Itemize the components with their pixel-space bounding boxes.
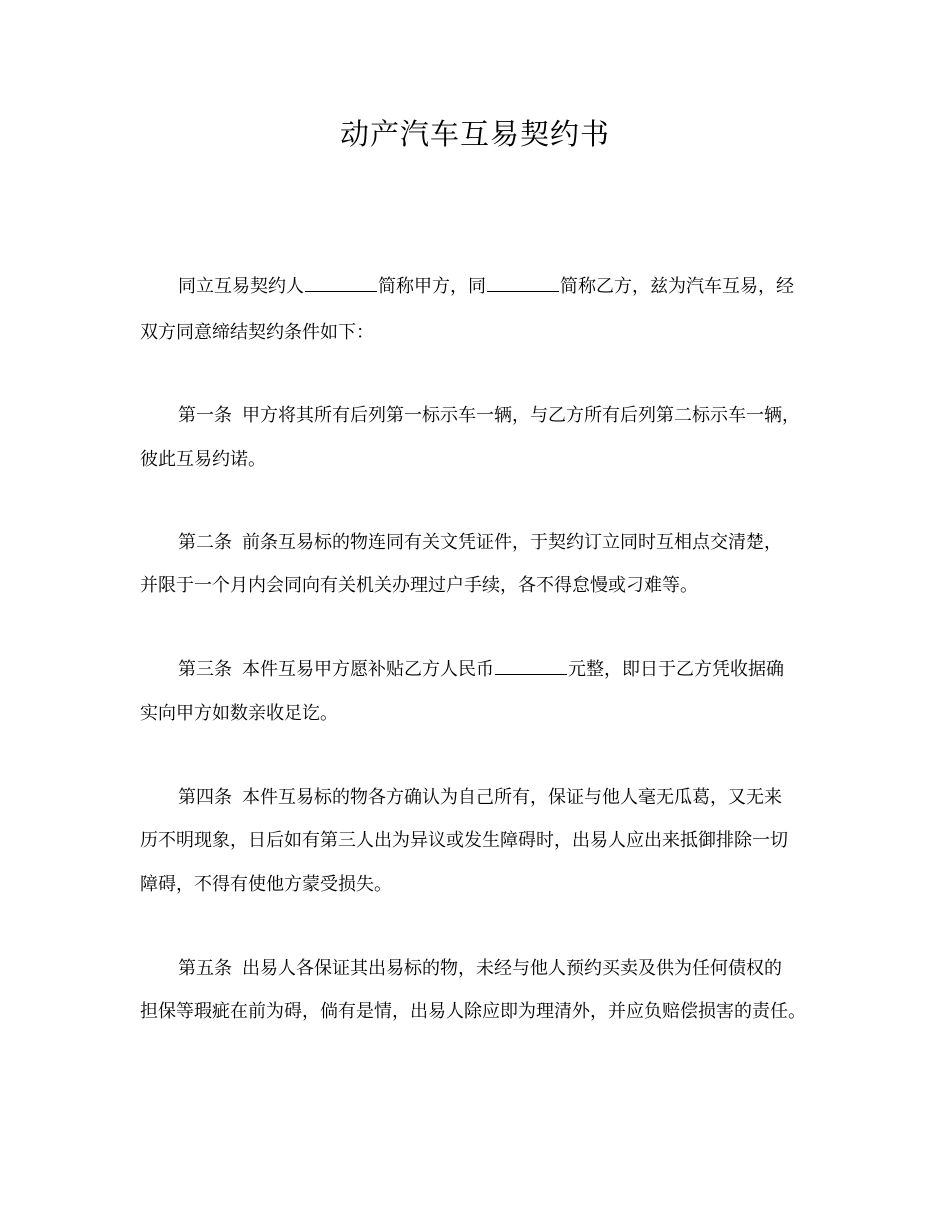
article-2-text-1: 前条互易标的物连同有关文凭证件，于契约订立同时互相点交清楚，	[242, 532, 782, 553]
preamble-line-1	[178, 273, 794, 301]
article-3-text-2: 元整，即日于乙方凭收据确	[568, 659, 784, 680]
preamble-line-2: 双方同意缔结契约条件如下：	[140, 322, 374, 343]
article-4-line-2: 历不明现象，日后如有第三人出为异议或发生障碍时，出易人应出来抵御排除一切	[140, 830, 788, 851]
article-2-line-2: 并限于一个月内会同向有关机关办理过户手续，各不得怠慢或刁难等。	[140, 575, 698, 596]
party-b-blank[interactable]	[487, 273, 559, 292]
preamble-text-2: 简称甲方，同	[378, 276, 486, 297]
article-3-line-2: 实向甲方如数亲收足讫。	[140, 703, 338, 724]
article-2-line-1	[178, 529, 782, 557]
article-5-line-1	[178, 955, 782, 983]
article-3-label: 第三条	[178, 659, 232, 680]
article-1-line-1	[178, 402, 800, 430]
article-4-text-1: 本件互易标的物各方确认为自己所有，保证与他人毫无瓜葛，又无来	[242, 787, 782, 808]
article-2-label: 第二条	[178, 532, 232, 553]
article-3-text-1: 本件互易甲方愿补贴乙方人民币	[242, 659, 494, 680]
article-4-line-3: 障碍，不得有使他方蒙受损失。	[140, 874, 392, 895]
article-1-label: 第一条	[178, 405, 232, 426]
subsidy-amount-blank[interactable]	[495, 656, 567, 675]
article-1-line-2: 彼此互易约诺。	[140, 449, 266, 470]
article-5-line-2: 担保等瑕疵在前为碍，倘有是情，出易人除应即为理清外，并应负赔偿损害的责任。	[140, 1001, 806, 1022]
article-5-label: 第五条	[178, 958, 232, 979]
article-3-line-1	[178, 656, 784, 684]
preamble-text-3: 简称乙方，兹为汽车互易，经	[560, 276, 794, 297]
article-4-label: 第四条	[178, 787, 232, 808]
article-1-text-1: 甲方将其所有后列第一标示车一辆，与乙方所有后列第二标示车一辆，	[242, 405, 800, 426]
article-5-text-1: 出易人各保证其出易标的物，未经与他人预约买卖及供为任何债权的	[242, 958, 782, 979]
party-a-blank[interactable]	[305, 273, 377, 292]
article-4-line-1	[178, 784, 782, 812]
preamble-text-1: 同立互易契约人	[178, 276, 304, 297]
document-title: 动产汽车互易契约书	[339, 117, 610, 151]
